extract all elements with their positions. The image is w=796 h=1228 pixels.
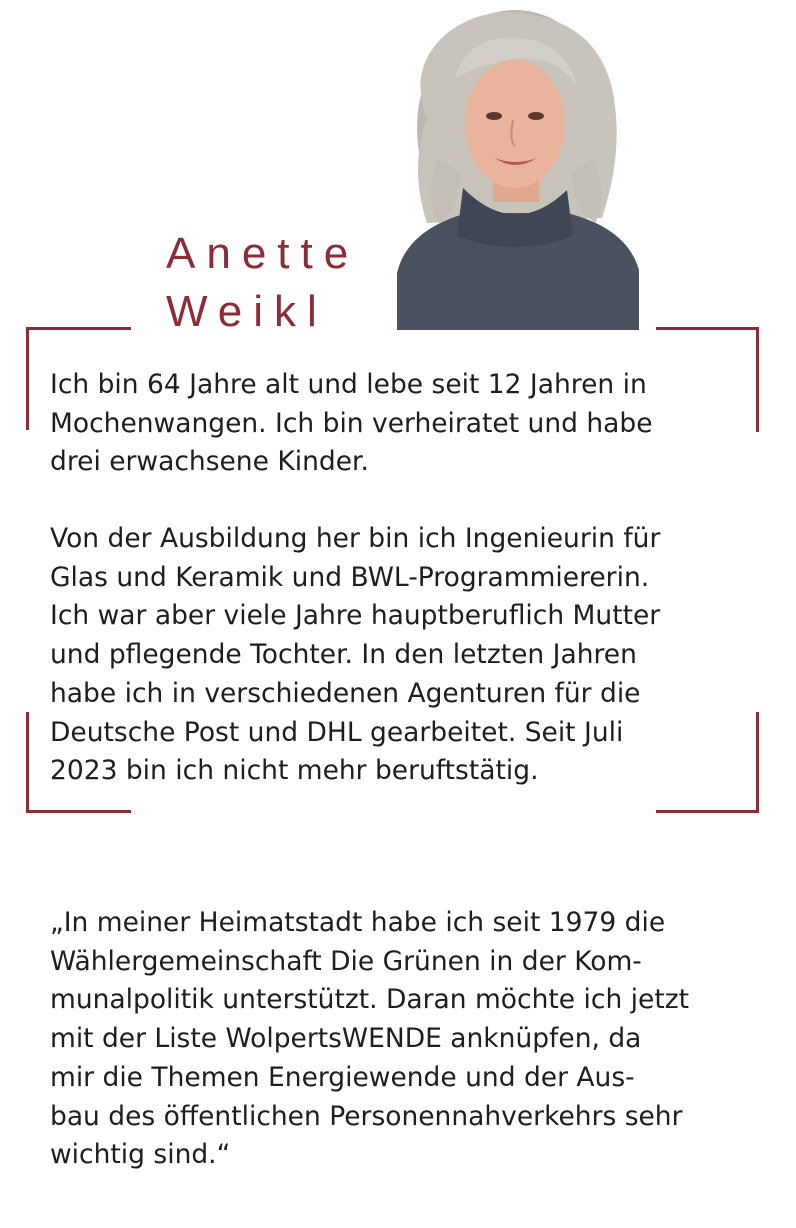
quote-text: „In meiner Heimatstadt habe ich seit 1979 die Wählergemeinschaft Die Grünen in der Kom- munalpolitik unterstützt. Daran möchte ich jetzt mit der Liste WolpertsWENDE anknüpfen, da mir die Themen Energiewende und der Aus- bau des öffentlichen Personennahverkehrs sehr wichtig sind.“: [50, 907, 690, 1171]
bio-paragraph-1: Ich bin 64 Jahre alt und lebe seit 12 Jahren in Mochenwangen. Ich bin verheiratet und habe drei erwachsene Kinder.: [50, 369, 653, 478]
portrait-photo: [397, 8, 639, 330]
bio-paragraph-2: Von der Ausbildung her bin ich Ingenieurin für Glas und Keramik und BWL-Programmiererin. Ich war aber viele Jahre hauptberuflich Mutter und pflegende Tochter. In den letzten Jahren habe ich in verschiedenen Agenturen für die Deutsche Post und DHL gearbeitet. Seit Juli 2023 bin ich nicht mehr beruftstätig.: [50, 523, 661, 787]
last-name: Weikl: [166, 287, 328, 336]
first-name: Anette: [166, 229, 360, 278]
